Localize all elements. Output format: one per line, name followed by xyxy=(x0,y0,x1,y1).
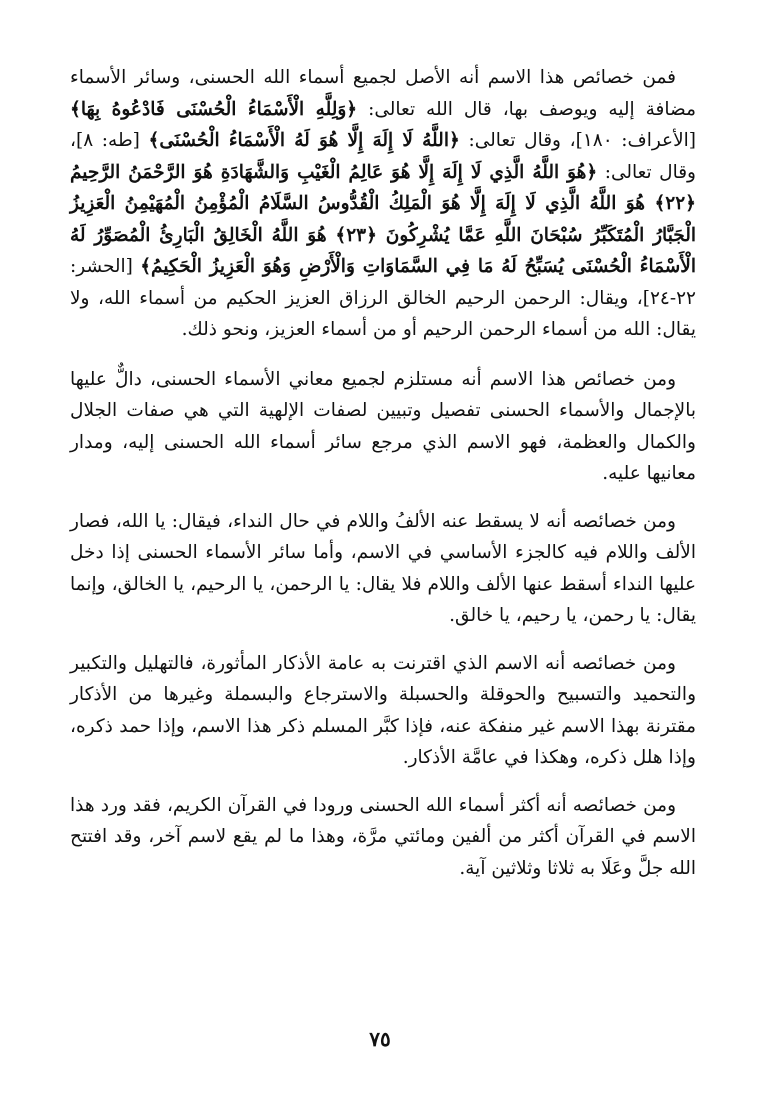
quran-verse-taha: ﴿اللَّهُ لَا إِلَهَ إِلَّا هُوَ لَهُ الْأَسْمَاءُ الْحُسْنَى﴾ xyxy=(148,130,460,151)
quran-verse-hashr: ﴿هُوَ اللَّهُ الَّذِي لَا إِلَهَ إِلَّا هُوَ عَالِمُ الْغَيْبِ وَالشَّهَادَةِ هُوَ الرَّحْمَنُ الرَّحِيمُ ﴿٢٢﴾ هُوَ اللَّهُ الَّذِي لَا إِلَهَ إِلَّا هُوَ الْمَلِكُ الْقُدُّوسُ السَّلَامُ الْمُؤْمِنُ الْمُهَيْمِنُ الْعَزِيزُ الْجَبَّارُ الْمُتَكَبِّرُ سُبْحَانَ اللَّهِ عَمَّا يُشْرِكُونَ ﴿٢٣﴾ هُوَ اللَّهُ الْخَالِقُ الْبَارِئُ الْمُصَوِّرُ لَهُ الْأَسْمَاءُ الْحُسْنَى يُسَبِّحُ لَهُ مَا فِي السَّمَاوَاتِ وَالْأَرْضِ وَهُوَ الْعَزِيزُ الْحَكِيمُ﴾ xyxy=(70,161,696,277)
paragraph-vocative: ومن خصائصه أنه لا يسقط عنه الألفُ واللام في حال النداء، فيقال: يا الله، فصار الألف واللام فيه كالجزء الأساسي في الاسم، وأما سائر الأسماء الحسنى إذا دخل عليها النداء أسقط عنها الألف واللام فلا يقال: يا الرحمن، يا الرحيم، يا الخالق، وإنما يقال: يا رحمن، يا رحيم، يا خالق. xyxy=(70,510,696,626)
paragraph-frequency: ومن خصائصه أنه أكثر أسماء الله الحسنى ورودا في القرآن الكريم، فقد ورد هذا الاسم في القرآن أكثر من ألفين ومائتي مرَّة، وهذا ما لم يقع لاسم آخر، وقد افتتح الله جلَّ وعَلَا به ثلاثا وثلاثين آية. xyxy=(70,794,696,879)
paragraph-main-source xyxy=(70,62,696,346)
citation-araf: [الأعراف: ١٨٠]، وقال تعالى: xyxy=(459,130,696,151)
quran-verse-araf: ﴿وَلِلَّهِ الْأَسْمَاءُ الْحُسْنَى فَادْعُوهُ بِهَا﴾ xyxy=(70,98,358,120)
citation-taha: [طه: ٨]، وقال تعالى: xyxy=(70,130,696,183)
page-body xyxy=(70,62,696,900)
page-number: ٧٥ xyxy=(369,1027,391,1051)
paragraph-meanings: ومن خصائص هذا الاسم أنه مستلزم لجميع معاني الأسماء الحسنى، دالٌّ عليها بالإجمال والأسماء الحسنى تفصيل وتبيين لصفات الإلهية التي هي صفات الجلال والكمال والعظمة، فهو الاسم الذي مرجع سائر أسماء الله الحسنى إليه، ومدار معانيها عليه. xyxy=(70,368,696,484)
paragraph-adhkar: ومن خصائصه أنه الاسم الذي اقترنت به عامة الأذكار المأثورة، فالتهليل والتكبير والتحميد والتسبيح والحوقلة والحسبلة والاسترجاع والبسملة وغيرها من الأذكار مقترنة بهذا الاسم غير منفكة عنه، فإذا كبَّر المسلم ذكر هذا الاسم، وإذا حمد ذكره، وإذا هلل ذكره، وهكذا في عامَّة الأذكار. xyxy=(70,652,696,768)
text-segment-closing: [الحشر: ٢٢-٢٤]، ويقال: الرحمن الرحيم الخالق الرزاق العزيز الحكيم من أسماء الله، ولا يقال: الله من أسماء الرحمن الرحيم أو من أسماء العزيز، ونحو ذلك. xyxy=(70,256,696,340)
text-segment: فمن خصائص هذا الاسم أنه الأصل لجميع أسماء الله الحسنى، وسائر الأسماء مضافة إليه ويوصف بها، قال الله تعالى: xyxy=(70,67,696,120)
